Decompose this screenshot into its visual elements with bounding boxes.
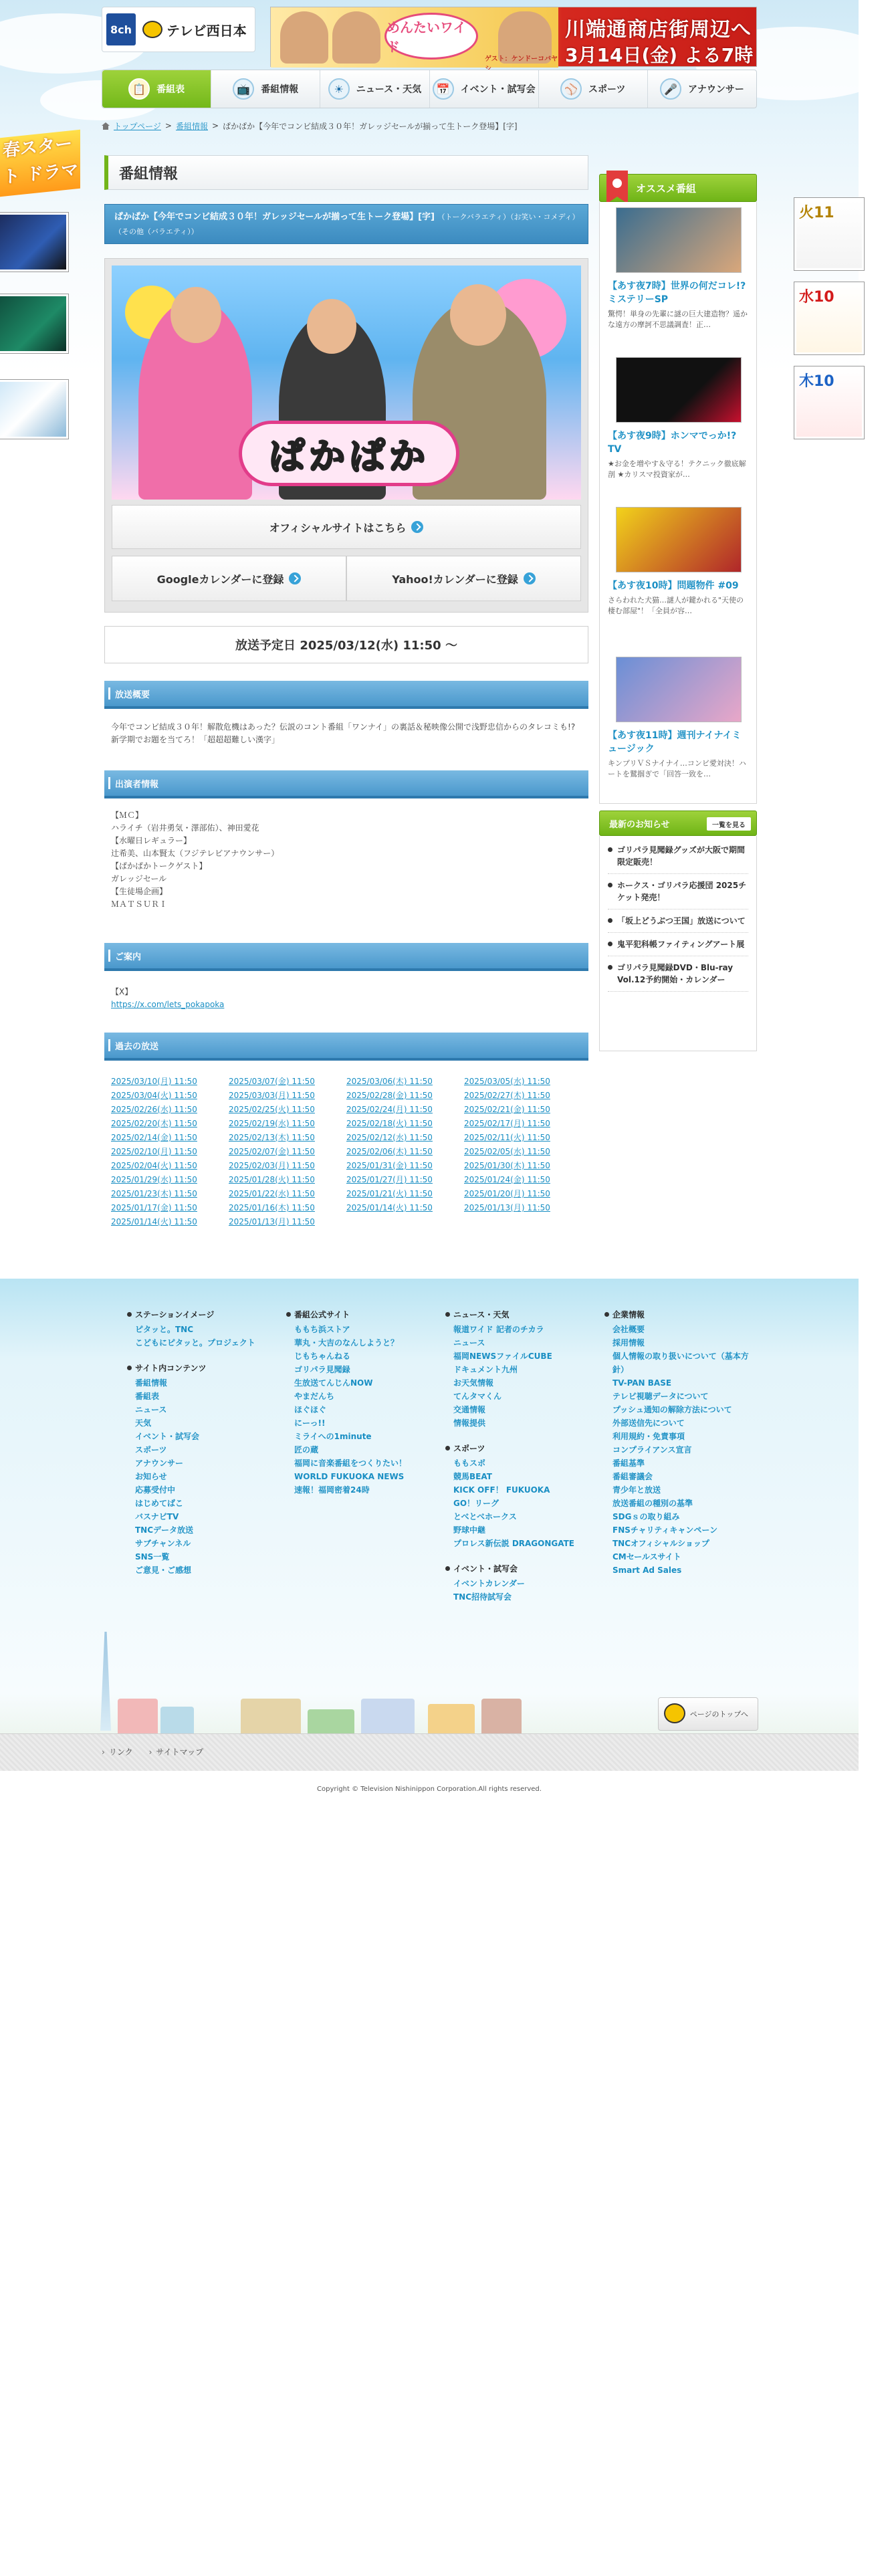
- yahoo-calendar-button[interactable]: [346, 556, 581, 601]
- city-illustration: [308, 1709, 354, 1733]
- footer-link[interactable]: 天気: [135, 1418, 152, 1428]
- side-promo-thu10[interactable]: [794, 366, 864, 439]
- past-broadcast-link[interactable]: 2025/01/22(水) 11:50: [229, 1189, 315, 1198]
- footer-link[interactable]: CMセールスサイト: [612, 1552, 681, 1562]
- breadcrumb: [102, 119, 757, 132]
- schedule-icon: 📋: [128, 78, 150, 100]
- past-broadcast-link[interactable]: 2025/01/27(月) 11:50: [346, 1175, 433, 1184]
- past-broadcast-list: [111, 1075, 588, 1228]
- past-broadcast-link[interactable]: 2025/03/06(木) 11:50: [346, 1077, 433, 1086]
- past-broadcast-heading: 過去の放送: [104, 1033, 588, 1061]
- footer-link[interactable]: サブチャンネル: [135, 1539, 191, 1548]
- cast-head: [450, 284, 506, 346]
- banner-headline: 川端通商店街周辺へ: [565, 18, 752, 41]
- footer-link[interactable]: SNS一覧: [135, 1552, 170, 1562]
- cast-line: 【生徒場企画】: [111, 887, 168, 896]
- footer-link[interactable]: 個人情報の取り扱いについて（基本方針）: [612, 1352, 749, 1374]
- footer-link[interactable]: はじめてばこ: [135, 1499, 184, 1508]
- past-broadcast-link[interactable]: 2025/02/26(水) 11:50: [111, 1105, 197, 1114]
- past-broadcast-link[interactable]: 2025/02/24(月) 11:50: [346, 1105, 433, 1114]
- footer-link[interactable]: テレビ視聴データについて: [612, 1392, 709, 1401]
- official-site-label: オフィシャルサイトはこちら: [269, 521, 407, 534]
- past-broadcast-link[interactable]: 2025/02/25(火) 11:50: [229, 1105, 315, 1114]
- program-key-visual: [112, 265, 581, 500]
- footer-link[interactable]: 匠の蔵: [294, 1445, 319, 1455]
- recommended-title[interactable]: 【あす夜11時】週刊ナイナイミュージック: [608, 730, 742, 754]
- cast-line: ハライチ（岩井勇気・澤部佑）、神田愛花: [111, 823, 259, 833]
- past-broadcast-link[interactable]: 2025/01/13(月) 11:50: [229, 1217, 315, 1226]
- footer-link[interactable]: てんタマくん: [453, 1392, 502, 1401]
- google-calendar-label: Googleカレンダーに登録: [156, 572, 284, 586]
- past-broadcast-link[interactable]: 2025/01/23(木) 11:50: [111, 1189, 197, 1198]
- footer-link[interactable]: じもちゃんねる: [294, 1352, 351, 1361]
- arrow-right-icon: [411, 521, 423, 533]
- footer-link[interactable]: 福岡NEWSファイルCUBE: [453, 1352, 552, 1361]
- footer-link[interactable]: 番組情報: [135, 1378, 168, 1388]
- footer-link[interactable]: TNCデータ放送: [135, 1525, 194, 1535]
- past-broadcast-link[interactable]: 2025/02/12(水) 11:50: [346, 1133, 433, 1142]
- overview-heading: 放送概要: [104, 681, 588, 709]
- home-icon: [102, 122, 110, 130]
- footer-link[interactable]: コンプライアンス宣言: [612, 1445, 692, 1455]
- page-top-button[interactable]: [658, 1697, 758, 1731]
- arrow-right-icon: [289, 572, 301, 584]
- footer-heading: ステーションイメージ: [127, 1308, 274, 1321]
- banner-left-panel: [271, 7, 558, 68]
- cast-line: 【水曜日レギュラー】: [111, 836, 192, 845]
- x-account-link[interactable]: https://x.com/lets_pokapoka: [111, 1000, 225, 1009]
- nav-item-news-weather[interactable]: [320, 70, 429, 108]
- city-illustration: [481, 1699, 522, 1733]
- recommended-item[interactable]: [608, 657, 748, 807]
- footer-link[interactable]: 外部送信先について: [612, 1418, 685, 1428]
- footer-link[interactable]: ほぐほぐ: [294, 1405, 327, 1414]
- footer-link[interactable]: 番組審議会: [612, 1472, 653, 1481]
- cast-line: ガレッジセール: [111, 874, 167, 883]
- copyright: Copyright © Television Nishinippon Corporation.All rights reserved.: [317, 1786, 542, 1793]
- footer-column: [604, 1308, 752, 1577]
- footer-link[interactable]: スポーツ: [135, 1445, 167, 1455]
- footer-link[interactable]: 野球中継: [453, 1525, 486, 1535]
- footer-spacer: [127, 1350, 274, 1362]
- nav-label: ニュース・天気: [356, 84, 422, 95]
- city-illustration: [241, 1699, 301, 1733]
- footer-link[interactable]: ミライへの1minute: [294, 1432, 372, 1441]
- footer-column: [445, 1308, 592, 1604]
- city-illustration: [361, 1699, 415, 1733]
- past-broadcast-link[interactable]: 2025/02/07(金) 11:50: [229, 1147, 315, 1156]
- footer-link[interactable]: お知らせ: [135, 1472, 167, 1481]
- footer-link[interactable]: 番組基準: [612, 1459, 645, 1468]
- footer-link[interactable]: ニュース: [135, 1405, 167, 1414]
- footer-column: [286, 1308, 433, 1497]
- sub-footer-links: [102, 1746, 203, 1757]
- logo-text: テレビ西日本: [166, 22, 247, 39]
- info-label: 【X】: [111, 987, 133, 996]
- past-broadcast-link[interactable]: 2025/02/13(木) 11:50: [229, 1133, 315, 1142]
- past-broadcast-link[interactable]: 2025/01/17(金) 11:50: [111, 1203, 197, 1212]
- nav-label: 番組表: [156, 84, 185, 95]
- footer-link[interactable]: 青少年と放送: [612, 1485, 661, 1495]
- past-broadcast-link[interactable]: 2025/02/18(火) 11:50: [346, 1119, 433, 1128]
- city-illustration: [428, 1704, 475, 1733]
- cast-head: [307, 299, 356, 354]
- cast-line: ＭＡＴＳＵＲＩ: [111, 899, 168, 909]
- past-broadcast-link[interactable]: 2025/03/05(水) 11:50: [464, 1077, 550, 1086]
- footer-spacer: [445, 1430, 592, 1442]
- side-promo-wed10[interactable]: [794, 282, 864, 354]
- footer-link[interactable]: TNC招待試写会: [453, 1592, 512, 1602]
- cast-line: 【ぱかぱかトークゲスト】: [111, 861, 207, 871]
- banner-date: 3月14日(金) よる7時: [565, 44, 754, 66]
- footer-link[interactable]: 応募受付中: [135, 1485, 176, 1495]
- footer-link[interactable]: ピタッと。TNC: [135, 1325, 194, 1334]
- program-title: ぱかぱか【今年でコンビ結成３０年！ガレッジセールが揃って生トーク登場】[字]: [114, 212, 435, 222]
- news-item[interactable]: ゴリパラ見聞録DVD・Blu-ray Vol.12予約開始・カレンダー: [608, 956, 748, 992]
- past-broadcast-link[interactable]: 2025/02/19(水) 11:50: [229, 1119, 315, 1128]
- banner-host-photo: [332, 11, 380, 64]
- info-heading: ご案内: [104, 943, 588, 971]
- nav-item-schedule[interactable]: [102, 70, 211, 108]
- footer-link[interactable]: とべとべホークス: [453, 1512, 517, 1521]
- footer-link[interactable]: TV-PAN BASE: [612, 1378, 672, 1388]
- recommended-item[interactable]: [608, 207, 748, 357]
- footer-link[interactable]: ももスポ: [453, 1459, 486, 1468]
- footer-link[interactable]: 華丸・大吉のなんしようと？: [294, 1338, 399, 1348]
- past-broadcast-link[interactable]: 2025/01/21(火) 11:50: [346, 1189, 433, 1198]
- past-broadcast-link[interactable]: 2025/01/24(金) 11:50: [464, 1175, 550, 1184]
- nav-item-announcers[interactable]: [648, 70, 756, 108]
- tv-icon: 📺: [233, 78, 254, 100]
- footer-link[interactable]: KICK OFF！ FUKUOKA: [453, 1485, 550, 1495]
- footer-link[interactable]: 利用規約・免責事項: [612, 1432, 685, 1441]
- sub-footer: [0, 1733, 859, 1771]
- recommended-item[interactable]: [608, 507, 748, 657]
- footer-link[interactable]: TNCオフィシャルショップ: [612, 1539, 709, 1548]
- footer-heading: イベント・試写会: [445, 1562, 592, 1576]
- past-broadcast-link[interactable]: 2025/02/27(木) 11:50: [464, 1091, 550, 1100]
- footer-heading: ニュース・天気: [445, 1308, 592, 1321]
- nav-item-program-info[interactable]: [211, 70, 320, 108]
- footer-heading: スポーツ: [445, 1442, 592, 1455]
- past-broadcast-link[interactable]: 2025/03/03(月) 11:50: [229, 1091, 315, 1100]
- past-broadcast-link[interactable]: 2025/01/29(水) 11:50: [111, 1175, 197, 1184]
- sitemap-link[interactable]: › サイトマップ: [149, 1746, 204, 1757]
- past-broadcast-link[interactable]: 2025/02/14(金) 11:50: [111, 1133, 197, 1142]
- past-broadcast-link[interactable]: 2025/01/16(木) 11:50: [229, 1203, 315, 1212]
- past-broadcast-link[interactable]: 2025/02/20(木) 11:50: [111, 1119, 197, 1128]
- past-broadcast-link[interactable]: 2025/02/10(月) 11:50: [111, 1147, 197, 1156]
- footer-heading: サイト内コンテンツ: [127, 1362, 274, 1375]
- footer-link[interactable]: アナウンサー: [135, 1459, 184, 1468]
- footer-spacer: [445, 1550, 592, 1562]
- program-visual-box: [104, 258, 588, 613]
- news-item[interactable]: 「坂上どうぶつ王国」放送について: [608, 909, 748, 933]
- past-broadcast-link[interactable]: 2025/02/21(金) 11:50: [464, 1105, 550, 1114]
- ribbon-icon: [606, 171, 628, 204]
- side-promo-label: 水10: [799, 289, 834, 306]
- city-illustration: [118, 1699, 158, 1733]
- recommended-thumbnail[interactable]: [616, 207, 742, 273]
- footer-link[interactable]: 会社概要: [612, 1325, 645, 1334]
- past-broadcast-link[interactable]: 2025/03/04(火) 11:50: [111, 1091, 197, 1100]
- channel-badge: 8ch: [106, 13, 136, 45]
- broadcast-schedule: 放送予定日 2025/03/12(水) 11:50 〜: [104, 626, 588, 663]
- site-logo[interactable]: [102, 7, 255, 52]
- footer-link[interactable]: 放送番組の種別の基準: [612, 1499, 693, 1508]
- footer-link[interactable]: 採用情報: [612, 1338, 645, 1348]
- news-heading-label: 最新のお知らせ: [609, 819, 670, 830]
- footer-link[interactable]: ニュース: [453, 1338, 485, 1348]
- news-item[interactable]: ホークス・ゴリパラ応援団 2025チケット発売！: [608, 874, 748, 909]
- side-promo-label: 木10: [799, 373, 834, 390]
- global-nav: [102, 70, 757, 108]
- footer-link[interactable]: 交通情報: [453, 1405, 486, 1414]
- footer-link[interactable]: 報道ワイド 記者のチカラ: [453, 1325, 544, 1334]
- footer: [0, 1279, 859, 1733]
- city-illustration: [160, 1707, 194, 1733]
- footer-link[interactable]: イベント・試写会: [135, 1432, 200, 1441]
- cast-info: [104, 809, 588, 911]
- past-broadcast-link[interactable]: 2025/02/17(月) 11:50: [464, 1119, 550, 1128]
- program-genre: （トークバラエティ）（お笑い・コメディ）（その他（バラエティ））: [114, 213, 576, 236]
- page-title: 番組情報: [104, 155, 588, 190]
- footer-link[interactable]: イベントカレンダー: [453, 1579, 525, 1588]
- weather-icon: ☀: [328, 78, 350, 100]
- recommended-desc: 驚愕！単身の先輩に謎の巨大建造物？遥かな遠方の摩訶不思議調査！正…: [608, 310, 748, 329]
- banner-show-logo: めんたいワイド: [384, 13, 478, 60]
- footer-link[interactable]: FNSチャリティキャンペーン: [612, 1525, 718, 1535]
- nav-item-sports[interactable]: [539, 70, 648, 108]
- past-broadcast-link[interactable]: 2025/01/20(月) 11:50: [464, 1189, 550, 1198]
- footer-link[interactable]: プッシュ通知の解除方法について: [612, 1405, 732, 1414]
- overview-text: 今年でコンビ結成３０年！解散危機はあった？伝説のコント番組「ワンナイ」の裏話＆秘映像公開で浅野忠信からのタレコミも!?新学期でお題を当てろ！「超超超難しい漢字」: [111, 722, 576, 744]
- past-broadcast-link[interactable]: 2025/02/04(火) 11:50: [111, 1161, 197, 1170]
- footer-link[interactable]: WORLD FUKUOKA NEWS: [294, 1472, 405, 1481]
- footer-link[interactable]: 速報！福岡密着24時: [294, 1485, 370, 1495]
- recommended-heading-label: オススメ番組: [636, 182, 696, 195]
- past-broadcast-link[interactable]: 2025/01/14(火) 11:50: [346, 1203, 433, 1212]
- footer-link[interactable]: SDGｓの取り組み: [612, 1512, 680, 1521]
- past-broadcast-link[interactable]: 2025/02/11(火) 11:50: [464, 1133, 550, 1142]
- nav-label: スポーツ: [588, 84, 626, 95]
- nav-label: アナウンサー: [687, 84, 744, 95]
- yahoo-calendar-label: Yahoo!カレンダーに登録: [392, 572, 518, 586]
- past-broadcast-link[interactable]: 2025/02/03(月) 11:50: [229, 1161, 315, 1170]
- breadcrumb-top-link[interactable]: トップページ: [114, 121, 161, 131]
- google-calendar-button[interactable]: [112, 556, 346, 601]
- nav-label: イベント・試写会: [460, 84, 536, 95]
- link-page-link[interactable]: › リンク: [102, 1746, 133, 1757]
- show-logo: ぱかぱか: [239, 421, 459, 486]
- side-promo-thumb[interactable]: [0, 294, 68, 353]
- cast-heading: 出演者情報: [104, 770, 588, 798]
- side-promo-thumb[interactable]: [0, 213, 68, 272]
- baseball-icon: ⚾: [560, 78, 582, 100]
- cast-line: 【ＭＣ】: [111, 811, 144, 820]
- news-heading: [599, 811, 757, 836]
- recommended-thumbnail[interactable]: [616, 357, 742, 423]
- recommended-desc: さらわれた犬猫…謎人が鍵かれる"天使の棲む部屋"！「全員が容…: [608, 596, 744, 615]
- recommended-desc: ★お金を増やす＆守る！テクニック徹底解剖 ★カリスマ投資家が…: [608, 459, 746, 479]
- news-item[interactable]: 鬼平犯科帳ファイティングアート展: [608, 933, 748, 956]
- official-site-button[interactable]: [112, 505, 581, 549]
- side-promo-label: 火11: [799, 205, 834, 221]
- footer-column: [127, 1308, 274, 1577]
- past-broadcast-link[interactable]: 2025/01/14(火) 11:50: [111, 1217, 197, 1226]
- past-broadcast-link[interactable]: 2025/02/06(木) 11:50: [346, 1147, 433, 1156]
- past-broadcast-link[interactable]: 2025/02/28(金) 11:50: [346, 1091, 433, 1100]
- footer-link[interactable]: こどもにピタッと。プロジェクト: [135, 1338, 255, 1348]
- breadcrumb-separator: >: [212, 121, 219, 130]
- calendar-buttons: [112, 556, 581, 601]
- footer-link[interactable]: 番組表: [135, 1392, 160, 1401]
- footer-link[interactable]: GO！リーグ: [453, 1499, 499, 1508]
- past-broadcast-link[interactable]: 2025/01/28(火) 11:50: [229, 1175, 315, 1184]
- breadcrumb-current: ぱかぱか【今年でコンビ結成３０年！ガレッジセールが揃って生トーク登場】[字]: [223, 121, 518, 131]
- recommended-thumbnail[interactable]: [616, 507, 742, 572]
- cast-head: [171, 287, 221, 343]
- past-broadcast-link[interactable]: 2025/01/30(木) 11:50: [464, 1161, 550, 1170]
- footer-link[interactable]: ドキュメント九州: [453, 1365, 518, 1374]
- recommended-desc: キンプリＶＳナイナイ…コンビ愛対決！ハートを鷲掴ぎで「回答一致を…: [608, 759, 746, 778]
- past-broadcast-link[interactable]: 2025/01/31(金) 11:50: [346, 1161, 433, 1170]
- past-broadcast-link[interactable]: 2025/03/07(金) 11:50: [229, 1077, 315, 1086]
- news-more-button[interactable]: 一覧を見る: [707, 817, 751, 831]
- info-body: [104, 986, 588, 1011]
- footer-link[interactable]: 競馬BEAT: [453, 1472, 492, 1481]
- footer-heading: 番組公式サイト: [286, 1308, 433, 1321]
- footer-link[interactable]: ご意見・ご感想: [135, 1566, 192, 1575]
- breadcrumb-info-link[interactable]: 番組情報: [175, 121, 208, 131]
- page-top-label: ページのトップへ: [689, 1710, 748, 1719]
- recommended-title[interactable]: 【あす夜9時】ホンマでっか!?TV: [608, 431, 737, 455]
- side-promo-thumb[interactable]: [0, 380, 68, 439]
- past-broadcast-link[interactable]: 2025/01/13(月) 11:50: [464, 1203, 550, 1212]
- news-list: [599, 836, 757, 1051]
- past-broadcast-link[interactable]: 2025/03/10(月) 11:50: [111, 1077, 197, 1086]
- footer-link[interactable]: お天気情報: [453, 1378, 494, 1388]
- recommended-heading: [599, 174, 757, 202]
- footer-link[interactable]: ももち浜ストア: [294, 1325, 350, 1334]
- recommended-list: [599, 202, 757, 804]
- banner-guest-text: ゲスト：ケンドーコバヤ: [485, 56, 558, 63]
- past-broadcast-link[interactable]: 2025/02/05(水) 11:50: [464, 1147, 550, 1156]
- recommended-title[interactable]: 【あす夜10時】問題物件 #09: [608, 580, 739, 591]
- program-title-bar: [104, 204, 588, 244]
- footer-link[interactable]: 生放送てんじんNOW: [294, 1378, 373, 1388]
- recommended-thumbnail[interactable]: [616, 657, 742, 722]
- footer-link[interactable]: 情報提供: [453, 1418, 486, 1428]
- footer-link[interactable]: プロレス新伝説 DRAGONGATE: [453, 1539, 574, 1548]
- banner-host-photo: [280, 11, 328, 64]
- footer-link[interactable]: ゴリパラ見聞録: [294, 1365, 350, 1374]
- footer-link[interactable]: やまだんち: [294, 1392, 335, 1401]
- microphone-icon: 🎤: [660, 78, 681, 100]
- bee-mascot-icon: [142, 21, 162, 38]
- footer-heading: 企業情報: [604, 1308, 752, 1321]
- footer-link[interactable]: Smart Ad Sales: [612, 1566, 682, 1575]
- footer-link[interactable]: バスナビTV: [135, 1512, 179, 1521]
- arrow-right-icon: [524, 572, 536, 584]
- breadcrumb-separator: >: [164, 121, 172, 130]
- news-item[interactable]: ゴリパラ見聞録グッズが大阪で期間限定販売！: [608, 839, 748, 874]
- nav-label: 番組情報: [261, 84, 299, 95]
- calendar-icon: 📅: [433, 78, 454, 100]
- recommended-title[interactable]: 【あす夜7時】世界の何だコレ!?ミステリーSP: [608, 281, 746, 305]
- side-promo-tue11[interactable]: [794, 198, 864, 270]
- bee-mascot-icon: [664, 1703, 685, 1723]
- cast-line: 辻希美、山本賢太（フジテレビアナウンサー）: [111, 849, 279, 858]
- footer-link[interactable]: 福岡に音楽番組をつくりたい！: [294, 1459, 407, 1468]
- footer-link[interactable]: にーっ!!: [294, 1418, 326, 1428]
- recommended-item[interactable]: [608, 357, 748, 507]
- promo-banner[interactable]: [270, 7, 757, 67]
- nav-item-events[interactable]: [430, 70, 539, 108]
- side-promo-drama-title[interactable]: 春スタート ドラマ: [0, 130, 80, 197]
